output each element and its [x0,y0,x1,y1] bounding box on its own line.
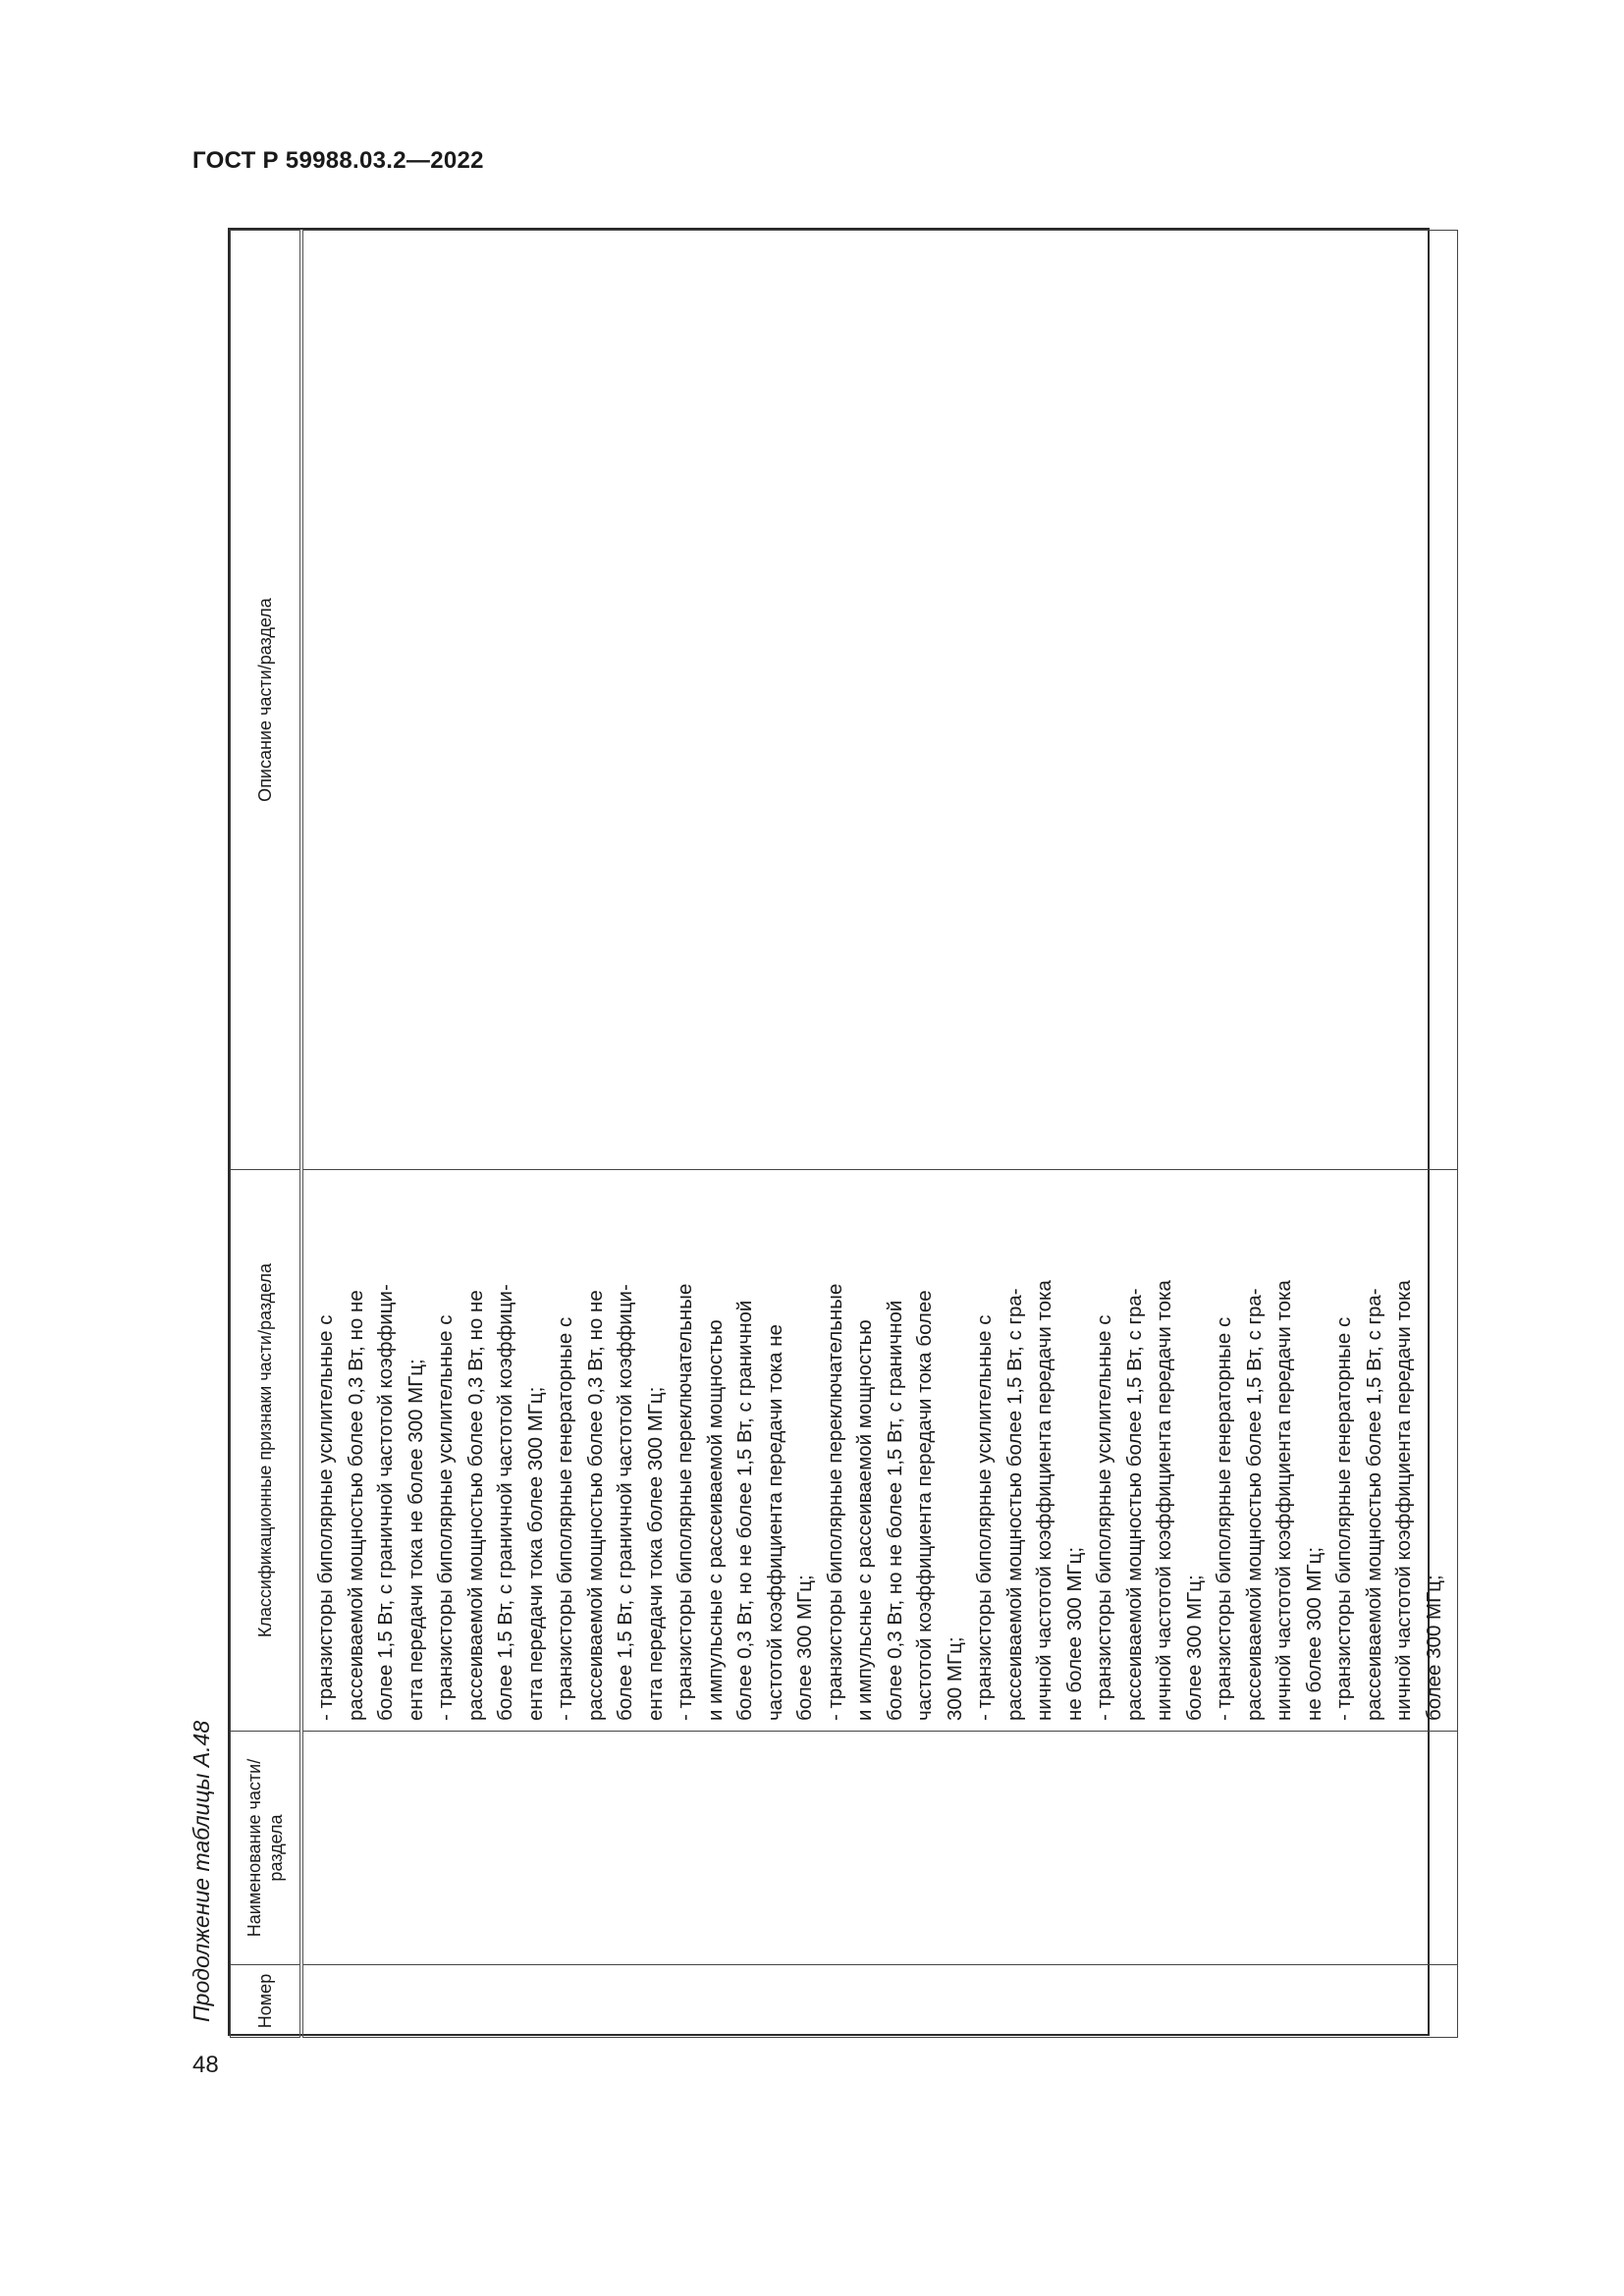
classification-line: - транзисторы биполярные переключательные [823,1283,846,1721]
column-header-description: Описание части/раздела [231,231,302,1170]
classification-line: рассеиваемой мощностью более 0,3 Вт, но не [463,1290,487,1721]
page-number: 48 [192,2052,219,2078]
classification-line: не более 300 МГц; [1062,1546,1086,1721]
classification-line: рассеиваемой мощностью более 0,3 Вт, но не [344,1290,367,1721]
table-caption: Продолжение таблицы А.48 [189,1720,214,2022]
classification-line: ента передачи тока более 300 МГц; [523,1386,547,1721]
classification-line: рассеиваемой мощностью более 1,5 Вт, с гра- [1122,1288,1146,1721]
classification-line: более 0,3 Вт, но не более 1,5 Вт, с граничной [883,1300,906,1721]
classification-line: - транзисторы биполярные переключательные [674,1283,696,1721]
column-header-number: Номер [231,1965,302,2038]
classification-line: и импульсные с рассеиваемой мощностью [703,1319,727,1721]
classification-line: более 1,5 Вт, с граничной частотой коэффици- [614,1284,636,1721]
classification-line: не более 300 МГц; [1302,1546,1326,1721]
classification-line: более 300 МГц; [1422,1575,1445,1721]
cell-description [301,231,1458,1170]
classification-line: - транзисторы биполярные генераторные с [1332,1316,1355,1721]
classification-line: - транзисторы биполярные генераторные с [1213,1316,1235,1721]
classification-line: более 0,3 Вт, но не более 1,5 Вт, с граничной [733,1300,756,1721]
classification-line: более 1,5 Вт, с граничной частотой коэффици- [374,1284,397,1721]
classification-line: и импульсные с рассеиваемой мощностью [853,1319,876,1721]
classification-line: более 1,5 Вт, с граничной частотой коэффици- [494,1284,516,1721]
classification-line: рассеиваемой мощностью более 1,5 Вт, с гра- [1242,1288,1266,1721]
classification-text [311,1180,1449,1721]
classification-line: ничной частотой коэффициента передачи тока [1272,1280,1295,1721]
classification-line: рассеиваемой мощностью более 1,5 Вт, с гра- [1002,1288,1026,1721]
classification-line: - транзисторы биполярные усилительные с [314,1314,337,1721]
classification-line: частотой коэффициента передачи тока более [913,1290,936,1721]
classification-line: ента передачи тока не более 300 МГц; [404,1359,427,1721]
classification-line: - транзисторы биполярные усилительные с [1093,1314,1115,1721]
classification-line: более 300 МГц; [1182,1575,1206,1721]
classification-line: ничной частотой коэффициента передачи тока [1153,1280,1175,1721]
table-frame [228,228,1445,2036]
column-header-classification: Классификационные признаки части/раздела [231,1170,302,1732]
cell-number [301,1965,1458,2038]
classification-line: рассеиваемой мощностью более 0,3 Вт, но не [583,1290,607,1721]
classification-table [230,230,1458,2038]
classification-line: - транзисторы биполярные усилительные с [973,1314,996,1721]
table-row [301,231,1458,2038]
classification-line: ничной частотой коэффициента передачи тока [1392,1280,1415,1721]
classification-line: ента передачи тока более 300 МГц; [643,1386,667,1721]
classification-line: рассеиваемой мощностью более 1,5 Вт, с гра- [1362,1288,1385,1721]
document-header-code: ГОСТ Р 59988.03.2—2022 [192,147,484,174]
rotated-table-container [230,230,1445,2038]
column-header-name: Наименование части/ раздела [231,1732,302,1965]
classification-line: - транзисторы биполярные генераторные с [554,1316,576,1721]
classification-line: более 300 МГц; [793,1575,816,1721]
classification-line: 300 МГц; [943,1636,966,1721]
cell-classification [301,1170,1458,1732]
classification-line: частотой коэффициента передачи тока не [763,1324,786,1721]
table-header-row [231,231,302,2038]
classification-line: ничной частотой коэффициента передачи тока [1033,1280,1056,1721]
cell-name [301,1732,1458,1965]
classification-line: - транзисторы биполярные усилительные с [434,1314,457,1721]
